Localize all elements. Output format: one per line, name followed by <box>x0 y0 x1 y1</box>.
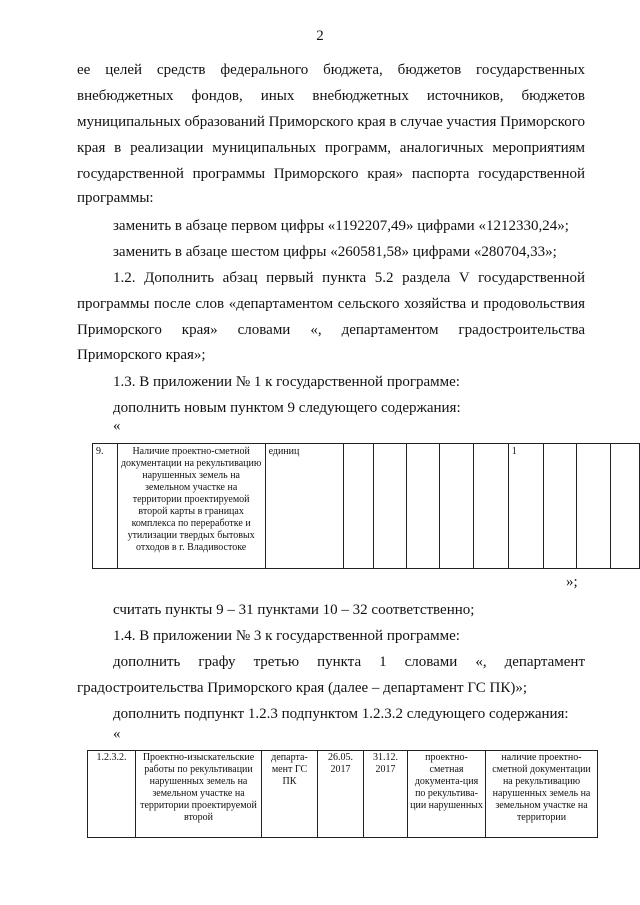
table-appendix-3 <box>87 750 598 838</box>
table-appendix-1 <box>92 443 640 569</box>
cell <box>473 444 508 569</box>
item-1-4-line: градостроительства Приморского края (далее – департамент ГС ПК)»; <box>77 680 528 696</box>
table-row <box>93 444 640 569</box>
expected-result: проектно-сметная документа-ция по рекультива-ции нарушенных <box>408 751 486 838</box>
responsible-dept: департа-мент ГС ПК <box>262 751 318 838</box>
text-line: ее целей средств федерального бюджета, бюджетов государственных <box>77 62 585 78</box>
item-1-3: 1.3. В приложении № 1 к государственной программе: <box>113 374 460 390</box>
cell <box>373 444 406 569</box>
renumber-note: считать пункты 9 – 31 пунктами 10 – 32 соответственно; <box>113 602 475 618</box>
text-line: программы: <box>77 190 154 206</box>
row-number: 9. <box>93 444 118 569</box>
replace-first-paragraph: заменить в абзаце первом цифры «1192207,49» цифрами «1212330,24»; <box>113 218 569 234</box>
page-number: 2 <box>316 28 324 44</box>
start-date: 26.05. 2017 <box>318 751 364 838</box>
activity-name: Проектно-изыскательские работы по рекультивации нарушенных земель на земельном участке на территории проектируемой второй <box>136 751 262 838</box>
close-quote: »; <box>566 574 578 590</box>
cell <box>610 444 639 569</box>
indicator: наличие проектно-сметной документации на рекультивацию нарушенных земель на земельном участке на территории <box>486 751 598 838</box>
subitem-number: 1.2.3.2. <box>88 751 136 838</box>
open-quote: « <box>113 726 121 742</box>
end-date: 31.12. 2017 <box>364 751 408 838</box>
item-1-4-line: дополнить графу третью пункта 1 словами «, департамент <box>113 654 585 670</box>
open-quote: « <box>113 418 121 434</box>
replace-sixth-paragraph: заменить в абзаце шестом цифры «260581,58» цифрами «280704,33»; <box>113 244 557 260</box>
cell <box>440 444 473 569</box>
table-row <box>88 751 598 838</box>
item-1-2-line: 1.2. Дополнить абзац первый пункта 5.2 раздела V государственной <box>113 270 585 286</box>
item-1-3-sub: дополнить новым пунктом 9 следующего содержания: <box>113 400 461 416</box>
unit: единиц <box>265 444 344 569</box>
text-line: внебюджетных фондов, иных внебюджетных источников, бюджетов <box>77 88 585 104</box>
item-1-2-line: Приморского края» словами «, департаментом градостроительства <box>77 322 585 338</box>
indicator-name: Наличие проектно-сметной документации на рекультивацию нарушенных земель на земельном участке на территории проектируемой второй карты в границах комплекса по переработке и утилизации твердых бытовых отходов в г. Владивостоке <box>117 444 265 569</box>
item-1-2-line: Приморского края»; <box>77 347 206 363</box>
cell <box>544 444 577 569</box>
item-1-2-line: программы после слов «департаментом сельского хозяйства и продовольствия <box>77 296 585 312</box>
cell <box>344 444 373 569</box>
text-line: государственной программы Приморского края» паспорта государственной <box>77 166 585 182</box>
text-line: муниципальных образований Приморского края в случае участия Приморского <box>77 114 585 130</box>
item-1-4: 1.4. В приложении № 3 к государственной программе: <box>113 628 460 644</box>
text-line: края в реализации муниципальных программ, аналогичных мероприятиям <box>77 140 585 156</box>
value-cell: 1 <box>508 444 543 569</box>
item-1-4-line: дополнить подпункт 1.2.3 подпунктом 1.2.3.2 следующего содержания: <box>113 706 569 722</box>
cell <box>407 444 440 569</box>
cell <box>577 444 610 569</box>
